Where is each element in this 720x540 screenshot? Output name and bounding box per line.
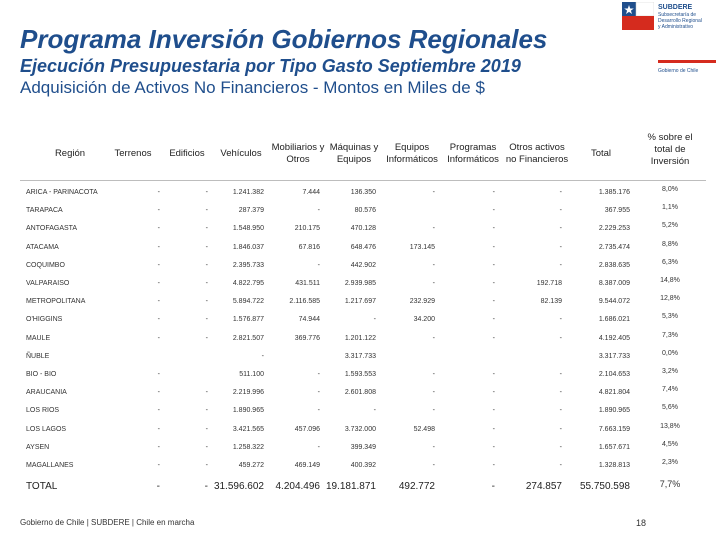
col-total: Total [590, 148, 612, 159]
cell-pct: 0,0% [662, 349, 678, 357]
cell-maquinas: 2.939.985 [344, 280, 376, 287]
cell-otros: - [559, 389, 562, 397]
logo-bar [658, 60, 716, 63]
cell-region: LOS LAGOS [26, 425, 67, 433]
col-programas: Programas Informáticos [447, 142, 499, 165]
cell-mobiliarios: 67.816 [298, 243, 320, 251]
cell-otros: - [559, 462, 562, 469]
col-terrenos: Terrenos [114, 148, 152, 159]
cell-mobiliarios: - [317, 389, 320, 397]
footer-text: Gobierno de Chile | SUBDERE | Chile en marcha [20, 518, 195, 527]
cell-total: 4.821.804 [598, 389, 630, 397]
cell-equipos: 492.772 [398, 481, 435, 493]
cell-mobiliarios: - [317, 371, 320, 378]
cell-maquinas: 80.576 [354, 207, 376, 215]
cell-total: 2.104.653 [598, 371, 630, 378]
cell-total: 1.657.671 [598, 443, 630, 451]
cell-region: ANTOFAGASTA [26, 225, 78, 233]
cell-equipos: - [432, 443, 435, 451]
cell-mobiliarios: - [317, 407, 320, 415]
page-title: Programa Inversión Gobiernos Regionales [20, 24, 548, 54]
cell-equipos: - [432, 334, 435, 342]
cell-equipos: 173.145 [409, 243, 435, 251]
cell-region: AYSEN [26, 443, 50, 451]
cell-vehiculos: 287.379 [238, 207, 264, 215]
cell-total: 55.750.598 [579, 481, 630, 493]
cell-vehiculos: 1.258.322 [232, 443, 264, 451]
cell-region: O'HIGGINS [26, 316, 63, 324]
cell-edificios: - [205, 225, 208, 233]
cell-edificios: - [205, 207, 208, 215]
cell-terrenos: - [157, 243, 160, 251]
cell-terrenos: - [157, 298, 160, 306]
cell-total: 2.229.253 [598, 225, 630, 233]
cell-maquinas: 3.732.000 [344, 425, 376, 433]
cell-mobiliarios: 431.511 [295, 280, 320, 287]
cell-pct: 3,2% [662, 368, 678, 375]
table-row [0, 204, 720, 222]
cell-programas: - [492, 298, 495, 306]
col-vehiculos: Vehículos [220, 148, 262, 159]
cell-vehiculos: 5.894.722 [232, 298, 264, 306]
cell-edificios: - [205, 407, 208, 415]
logo-text [658, 4, 716, 30]
cell-total: 2.735.474 [598, 243, 630, 251]
cell-pct: 12,8% [660, 295, 680, 303]
table-row [0, 332, 720, 350]
table-row [0, 459, 720, 477]
cell-total: 1.686.021 [598, 316, 630, 324]
cell-edificios: - [205, 443, 208, 451]
cell-programas: - [492, 371, 495, 378]
cell-equipos: - [432, 389, 435, 397]
cell-terrenos: - [157, 425, 160, 433]
cell-edificios: - [205, 189, 208, 196]
cell-mobiliarios: 4.204.496 [275, 481, 320, 493]
cell-pct: 8,0% [662, 186, 678, 193]
cell-mobiliarios: 210.175 [294, 225, 320, 233]
cell-edificios: - [205, 243, 208, 251]
logo-name: SUBDERE [658, 4, 693, 11]
cell-vehiculos: 31.596.602 [213, 481, 264, 493]
col-edificios: Edificios [169, 148, 205, 159]
cell-pct: 6,3% [662, 258, 678, 266]
cell-programas: - [492, 443, 495, 451]
cell-otros: - [559, 334, 562, 342]
cell-vehiculos: 1.846.037 [232, 243, 264, 251]
page-subtitle-detail: Adquisición de Activos No Financieros - Montos en Miles de $ [20, 78, 485, 97]
chile-coat-of-arms-icon [622, 2, 654, 38]
table-row [0, 404, 720, 422]
cell-total: 9.544.072 [598, 298, 630, 306]
cell-maquinas: 1.217.697 [344, 298, 376, 306]
table-row [0, 295, 720, 313]
cell-region: ATACAMA [26, 243, 59, 251]
cell-pct: 5,3% [662, 313, 678, 321]
cell-pct: 5,6% [662, 404, 678, 412]
cell-mobiliarios: 369.776 [294, 334, 320, 342]
cell-mobiliarios: - [317, 207, 320, 215]
cell-programas: - [492, 280, 495, 287]
cell-terrenos: - [157, 225, 160, 233]
cell-region: LOS RIOS [26, 407, 60, 415]
page-number: 18 [636, 518, 647, 528]
page-subtitle: Ejecución Presupuestaria por Tipo Gasto Septiembre 2019 [20, 56, 521, 76]
cell-mobiliarios: 7.444 [302, 189, 320, 196]
cell-equipos: - [432, 407, 435, 415]
cell-otros: - [559, 316, 562, 324]
cell-vehiculos: 3.421.565 [232, 425, 264, 433]
cell-region: TOTAL [26, 481, 58, 493]
cell-programas: - [492, 334, 495, 342]
cell-pct: 8,8% [662, 240, 678, 248]
cell-region: COQUIMBO [26, 261, 65, 269]
cell-maquinas: 3.317.733 [344, 352, 376, 360]
table-row [0, 386, 720, 404]
cell-programas: - [492, 207, 495, 215]
cell-otros: 274.857 [525, 481, 562, 493]
cell-maquinas: 470.128 [350, 225, 376, 233]
cell-equipos: - [432, 371, 435, 378]
cell-pct: 5,2% [662, 222, 678, 230]
cell-programas: - [492, 243, 495, 251]
cell-programas: - [491, 481, 495, 493]
table-header [0, 130, 720, 176]
cell-terrenos: - [157, 443, 160, 451]
cell-total: 1.385.176 [598, 189, 630, 196]
cell-otros: - [559, 261, 562, 269]
cell-otros: - [559, 371, 562, 378]
cell-terrenos: - [157, 189, 160, 196]
cell-maquinas: 19.181.871 [325, 481, 376, 493]
col-otros: Otros activos no Financieros [505, 142, 569, 165]
cell-total: 4.192.405 [598, 334, 630, 342]
cell-vehiculos: 4.822.795 [232, 280, 264, 287]
cell-terrenos: - [157, 389, 160, 397]
cell-region: ARAUCANIA [26, 389, 67, 397]
col-maquinas: Máquinas y Equipos [329, 142, 379, 165]
cell-mobiliarios: 2.116.585 [289, 298, 320, 306]
table-header-divider [20, 180, 706, 181]
cell-terrenos: - [157, 462, 160, 469]
cell-mobiliarios: 469.149 [294, 462, 320, 469]
cell-otros: 82.139 [540, 298, 562, 306]
cell-total: 7.663.159 [598, 425, 630, 433]
cell-equipos: - [432, 261, 435, 269]
cell-edificios: - [205, 298, 208, 306]
table-row [0, 441, 720, 459]
cell-equipos: 34.200 [413, 316, 435, 324]
cell-vehiculos: 1.241.382 [232, 189, 264, 196]
cell-programas: - [492, 389, 495, 397]
table-row [0, 313, 720, 331]
cell-vehiculos: - [261, 352, 264, 360]
cell-region: METROPOLITANA [26, 298, 86, 306]
cell-maquinas: 2.601.808 [344, 389, 376, 397]
cell-maquinas: 400.392 [350, 462, 376, 469]
cell-terrenos: - [157, 316, 160, 324]
cell-vehiculos: 2.219.996 [232, 389, 264, 397]
cell-vehiculos: 1.890.965 [232, 407, 264, 415]
table-row [0, 423, 720, 441]
cell-vehiculos: 459.272 [238, 462, 264, 469]
cell-programas: - [492, 189, 495, 196]
cell-maquinas: 442.902 [350, 261, 376, 269]
cell-equipos: - [432, 462, 435, 469]
cell-total: 3.317.733 [598, 352, 630, 360]
logo-government: Gobierno de Chile [658, 68, 699, 74]
cell-region: BIO - BIO [26, 371, 57, 378]
col-equipos: Equipos Informáticos [386, 142, 438, 165]
cell-region: TARAPACA [26, 207, 63, 215]
table-row [0, 241, 720, 259]
cell-total: 8.387.009 [598, 280, 630, 287]
cell-vehiculos: 2.821.507 [232, 334, 264, 342]
col-region: Región [54, 148, 86, 159]
col-pct: % sobre el total de Inversión [647, 132, 693, 167]
cell-edificios: - [205, 462, 208, 469]
table-row [0, 350, 720, 368]
cell-maquinas: - [373, 316, 376, 324]
cell-pct: 7,3% [662, 331, 678, 339]
cell-equipos: 232.929 [409, 298, 435, 306]
cell-terrenos: - [156, 481, 160, 493]
cell-terrenos: - [157, 334, 160, 342]
table-row [0, 222, 720, 240]
logo-line: y Administrativo [658, 24, 694, 30]
col-mobiliarios: Mobiliarios y Otros [271, 142, 325, 165]
cell-equipos: - [432, 225, 435, 233]
cell-terrenos: - [157, 280, 160, 287]
cell-maquinas: 136.350 [350, 189, 376, 196]
table-row [0, 259, 720, 277]
cell-programas: - [492, 316, 495, 324]
cell-vehiculos: 511.100 [239, 371, 264, 378]
cell-maquinas: 399.349 [350, 443, 376, 451]
cell-edificios: - [205, 316, 208, 324]
logo-line: Subsecretaría de [658, 12, 697, 18]
cell-region: MAULE [26, 334, 51, 342]
cell-equipos: - [432, 189, 435, 196]
cell-pct: 2,3% [662, 459, 678, 466]
cell-pct: 1,1% [662, 204, 678, 212]
cell-equipos: 52.498 [413, 425, 435, 433]
cell-pct: 14,8% [660, 277, 680, 284]
cell-pct: 4,5% [662, 440, 678, 448]
cell-otros: 192.718 [536, 280, 562, 287]
cell-pct: 13,8% [660, 422, 680, 430]
subdere-logo [622, 2, 716, 78]
cell-terrenos: - [157, 371, 160, 378]
cell-vehiculos: 2.395.733 [232, 261, 264, 269]
cell-otros: - [559, 407, 562, 415]
table-row [0, 186, 720, 204]
cell-otros: - [559, 243, 562, 251]
cell-pct: 7,4% [662, 386, 678, 394]
cell-vehiculos: 1.576.877 [232, 316, 264, 324]
cell-programas: - [492, 425, 495, 433]
cell-mobiliarios: - [317, 261, 320, 269]
cell-region: VALPARAISO [26, 280, 70, 287]
cell-programas: - [492, 462, 495, 469]
cell-edificios: - [205, 389, 208, 397]
table-row [0, 368, 720, 386]
cell-edificios: - [205, 280, 208, 287]
cell-vehiculos: 1.548.950 [232, 225, 264, 233]
table-total-row [0, 479, 720, 497]
cell-maquinas: 1.593.553 [344, 371, 376, 378]
cell-mobiliarios: 74.944 [298, 316, 320, 324]
cell-region: MAGALLANES [26, 462, 74, 469]
cell-programas: - [492, 225, 495, 233]
cell-mobiliarios: - [317, 443, 320, 451]
cell-total: 2.838.635 [598, 261, 630, 269]
cell-programas: - [492, 407, 495, 415]
logo-line: Desarrollo Regional [658, 18, 702, 24]
cell-programas: - [492, 261, 495, 269]
cell-terrenos: - [157, 407, 160, 415]
cell-mobiliarios: 457.096 [294, 425, 320, 433]
cell-edificios: - [205, 334, 208, 342]
cell-otros: - [559, 189, 562, 196]
cell-otros: - [559, 225, 562, 233]
cell-pct: 7,7% [659, 479, 681, 490]
cell-total: 1.328.813 [598, 462, 630, 469]
cell-edificios: - [205, 425, 208, 433]
cell-maquinas: 1.201.122 [344, 334, 376, 342]
cell-maquinas: 648.476 [350, 243, 376, 251]
cell-region: ARICA - PARINACOTA [26, 189, 98, 196]
cell-otros: - [559, 207, 562, 215]
cell-region: ÑUBLE [26, 352, 50, 360]
cell-edificios: - [205, 261, 208, 269]
cell-total: 367.955 [604, 207, 630, 215]
cell-otros: - [559, 443, 562, 451]
cell-terrenos: - [157, 207, 160, 215]
cell-terrenos: - [157, 261, 160, 269]
cell-maquinas: - [373, 407, 376, 415]
cell-equipos: - [432, 280, 435, 287]
cell-total: 1.890.965 [598, 407, 630, 415]
table-row [0, 277, 720, 295]
cell-edificios: - [204, 481, 208, 493]
cell-otros: - [559, 425, 562, 433]
